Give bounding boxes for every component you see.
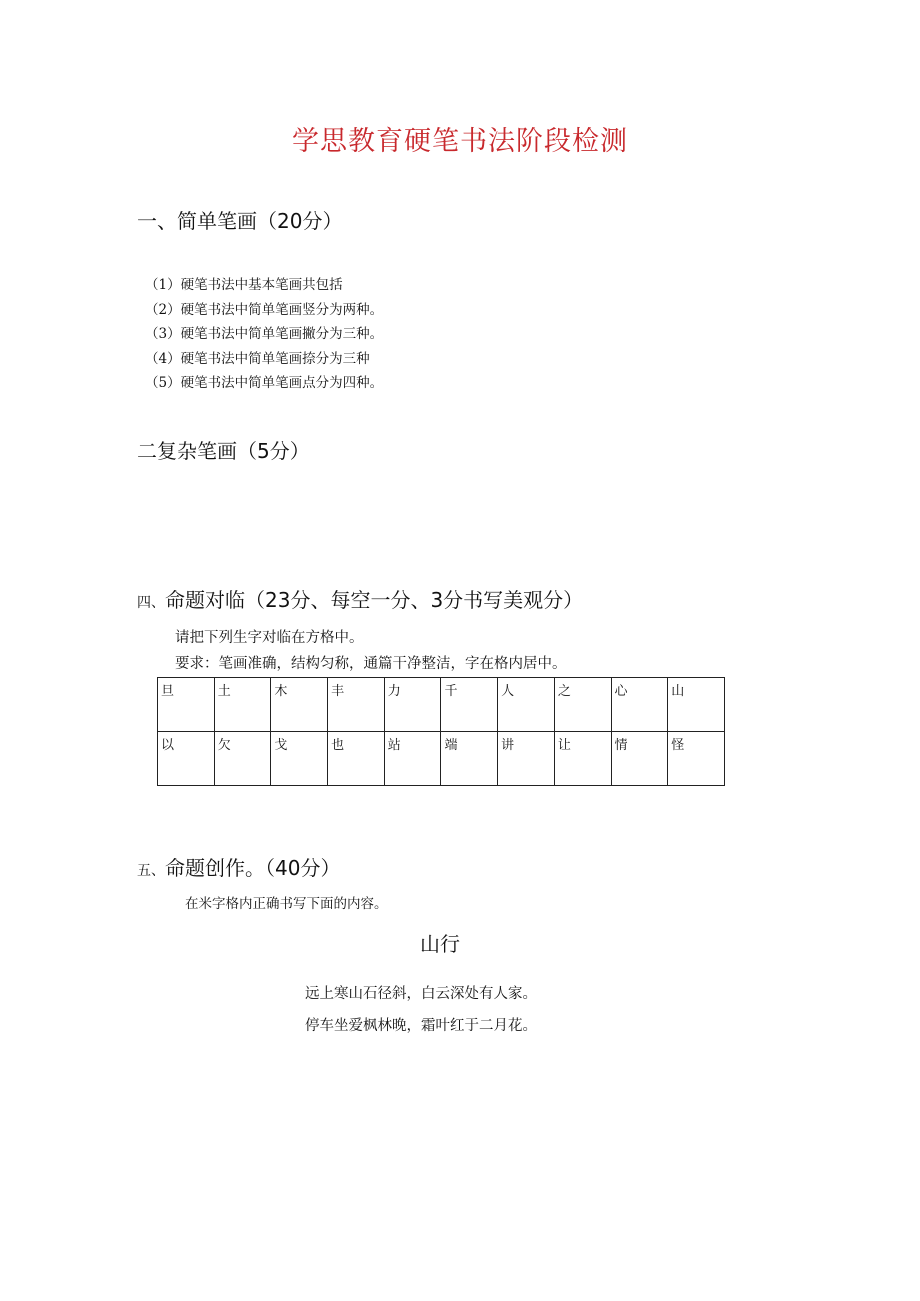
grid-cell[interactable]: 心: [611, 678, 668, 732]
page-title: 学思教育硬笔书法阶段检测: [292, 126, 628, 157]
section4-heading-row: [137, 584, 583, 613]
poem-line-1: 远上寒山石径斜，白云深处有人家。: [305, 986, 537, 1002]
section1-item-3: （3）硬笔书法中简单笔画撇分为三种。: [145, 326, 384, 342]
section2-heading: 二复杂笔画（5分）: [137, 439, 310, 463]
grid-cell[interactable]: 情: [611, 732, 668, 786]
section5-heading-row: [137, 852, 340, 881]
poem-line-2: 停车坐爱枫林晚，霜叶红于二月花。: [305, 1018, 537, 1034]
grid-cell[interactable]: 端: [441, 732, 498, 786]
section5-heading: 命题创作。（40分）: [165, 856, 341, 880]
section4-instruction: 请把下列生字对临在方格中。: [175, 630, 364, 646]
grid-cell[interactable]: 之: [554, 678, 611, 732]
section4-heading: 命题对临（23分、每空一分、3分书写美观分）: [165, 588, 584, 612]
grid-cell[interactable]: 让: [554, 732, 611, 786]
grid-cell[interactable]: 人: [498, 678, 555, 732]
section1-item-5: （5）硬笔书法中简单笔画点分为四种。: [145, 375, 384, 391]
section5-instruction: 在米字格内正确书写下面的内容。: [185, 896, 388, 912]
grid-cell[interactable]: 戈: [271, 732, 328, 786]
poem-title: 山行: [420, 932, 460, 956]
grid-cell[interactable]: 山: [668, 678, 725, 732]
grid-cell[interactable]: 土: [214, 678, 271, 732]
grid-cell[interactable]: 欠: [214, 732, 271, 786]
grid-cell[interactable]: 怪: [668, 732, 725, 786]
grid-cell[interactable]: 力: [384, 678, 441, 732]
section5-prefix: 五、: [137, 863, 165, 879]
grid-cell[interactable]: 丰: [328, 678, 385, 732]
grid-cell[interactable]: 旦: [158, 678, 215, 732]
section4-requirement: 要求：笔画准确，结构匀称，通篇干净整洁，字在格内居中。: [175, 656, 567, 672]
section4-prefix: 四、: [137, 595, 165, 611]
grid-cell[interactable]: 木: [271, 678, 328, 732]
grid-row-1: [158, 678, 725, 732]
section1-heading: 一、简单笔画（20分）: [137, 209, 343, 233]
grid-cell[interactable]: 千: [441, 678, 498, 732]
section1-item-2: （2）硬笔书法中简单笔画竖分为两种。: [145, 302, 384, 318]
copy-grid: [157, 677, 725, 786]
grid-cell[interactable]: 讲: [498, 732, 555, 786]
section1-item-1: （1）硬笔书法中基本笔画共包括: [145, 277, 343, 293]
grid-row-2: [158, 732, 725, 786]
grid-cell[interactable]: 也: [328, 732, 385, 786]
grid-cell[interactable]: 以: [158, 732, 215, 786]
grid-cell[interactable]: 站: [384, 732, 441, 786]
section1-item-4: （4）硬笔书法中简单笔画捺分为三种: [145, 351, 370, 367]
